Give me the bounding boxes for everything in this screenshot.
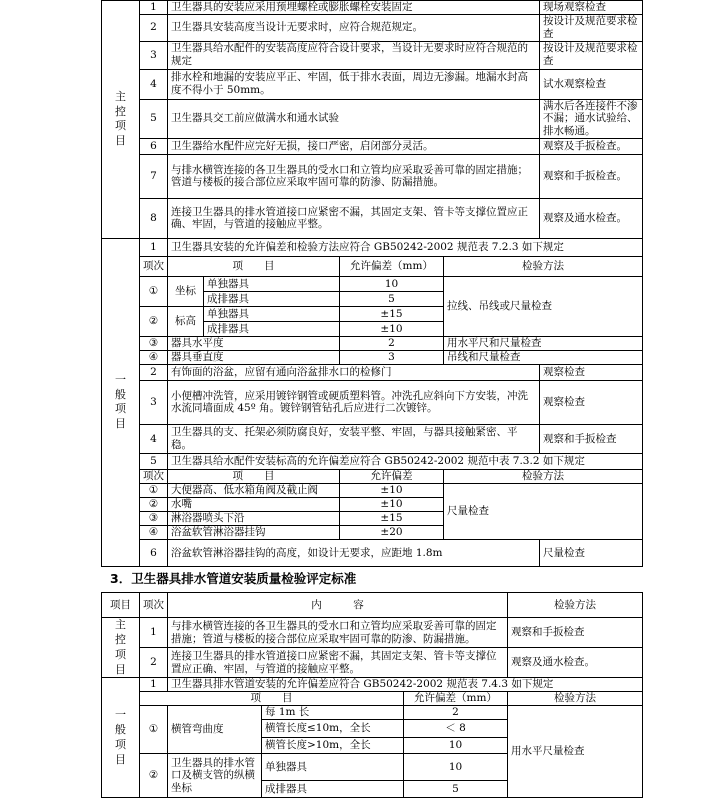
main-control-category: 主 控 项 目 — [102, 1, 140, 239]
table-row: 成排器具 ±10 — [102, 321, 643, 336]
sub-table-header: 项 目 允许偏差（mm） 检验方法 — [102, 692, 643, 706]
general-category: 一 般 项 目 — [102, 238, 140, 566]
drain-pipe-table — [101, 592, 643, 798]
table-row: 4 卫生器具的支、托架必须防腐良好，安装平整、牢固，与器具接触紧密、平稳。 观察和手扳检查 — [102, 424, 643, 453]
table-row: ③ 器具水平度 2 用水平尺和尺量检查 — [102, 336, 643, 350]
table-row: 主 控 项 目 1 与排水横管连接的各卫生器具的受水口和立管均应采取妥善可靠的固定措施；管道与楼板的接合部位应采取牢固可靠的防渗、防漏措施。 观察和手扳检查 — [102, 618, 643, 648]
table-row: 6 浴盆软管淋浴器挂钩的高度，如设计无要求，应距地 1.8m 尺量检查 — [102, 539, 643, 566]
table-row: 5 卫生器具交工前应做满水和通水试验 满水后各连接件不渗不漏；通水试验给、排水畅通。 — [102, 99, 643, 138]
table-header-row: 项目 项次 内 容 检验方法 — [102, 593, 643, 618]
table-row: 8 连接卫生器具的排水管道接口应紧密不漏，其固定支架、管卡等支撑位置应正确、牢固，与管道的接触应平整。 观察及通水检查。 — [102, 198, 643, 238]
table-row: ② 标高 单独器具 ±15 — [102, 306, 643, 321]
sub-table-header: 项次 项 目 允许偏差（mm） 检验方法 — [102, 256, 643, 276]
table-row: 一 般 项 目 1 卫生器具安装的允许偏差和检验方法应符合 GB50242-2002 规范表 7.2.3 如下规定 — [102, 238, 643, 256]
table-row: 2 连接卫生器具的排水管道接口应紧密不漏，其固定支架、管卡等支撑位置应正确、牢固，与管道的接触应平整。 观察及通水检查。 — [102, 648, 643, 678]
table-row: 4 排水栓和地漏的安装应平正、牢固，低于排水表面，周边无渗漏。地漏水封高度不得小于 50mm。 试水观察检查 — [102, 69, 643, 99]
table-row: ② 水嘴 ±10 — [102, 497, 643, 511]
table-row: ① 坐标 单独器具 10 拉线、吊线或尺量检查 — [102, 276, 643, 291]
table-row: 2 有饰面的浴盆，应留有通向浴盆排水口的检修门 观察检查 — [102, 364, 643, 380]
table-row: 2 卫生器具安装高度当设计无要求时，应符合规范规定。 按设计及规范要求检查 — [102, 15, 643, 42]
table-row: 主 控 项 目 1 卫生器具的安装应采用预埋螺栓或膨胀螺栓安装固定 现场观察检查 — [102, 1, 643, 15]
table-row: 3 卫生器具给水配件的安装高度应符合设计要求，当设计无要求时应符合规范的规定 按设计及规范要求检查 — [102, 41, 643, 69]
section-title: 3．卫生器具排水管道安装质量检验评定标准 — [110, 571, 357, 586]
table-row: ④ 浴盆软管淋浴器挂钩 ±20 — [102, 525, 643, 539]
table-row: 3 小便槽冲洗管，应采用镀锌钢管或硬质塑料管。冲洗孔应斜向下方安装，冲洗水流同墙面成 45º 角。镀锌钢管钻孔后应进行二次镀锌。 观察检查 — [102, 380, 643, 424]
table-row: ② 卫生器具的排水管口及横支管的纵横坐标 单独器具 10 — [102, 754, 643, 781]
sub-table-header: 项次 项 目 允许偏差 检验方法 — [102, 469, 643, 483]
table-row: 成排器具 5 — [102, 781, 643, 798]
table-row: ① 横管弯曲度 每 1m 长 2 用水平尺量检查 — [102, 706, 643, 720]
table-row: 横管长度>10m，全长 10 — [102, 738, 643, 754]
table-row: 6 卫生器给水配件应完好无损，接口严密，启闭部分灵活。 观察及手扳检查。 — [102, 138, 643, 154]
table-row: 一 般 项 目 1 卫生器具排水管道安装的允许偏差应符合 GB50242-2002 规范表 7.4.3 如下规定 — [102, 678, 643, 692]
general-category: 一 般 项 目 — [102, 678, 140, 798]
table-row: 成排器具 5 — [102, 291, 643, 306]
table-row: 7 与排水横管连接的各卫生器具的受水口和立管均应采取妥善可靠的固定措施；管道与楼板的接合部位应采取牢固可靠的防渗、防漏措施。 观察和手扳检查。 — [102, 154, 643, 198]
table-row: ① 大便器高、低水箱角阀及截止阀 ±10 尺量检查 — [102, 483, 643, 497]
table-row: ③ 淋浴器喷头下沿 ±15 — [102, 511, 643, 525]
table-row: 5 卫生器具给水配件安装标高的允许偏差应符合 GB50242-2002 规范中表 7.3.2 如下规定 — [102, 453, 643, 469]
table-row: 横管长度≤10m，全长 ＜ 8 — [102, 720, 643, 738]
fixture-install-table — [101, 0, 643, 567]
table-row: ④ 器具垂直度 3 吊线和尺量检查 — [102, 350, 643, 364]
main-control-category: 主 控 项 目 — [102, 618, 140, 678]
